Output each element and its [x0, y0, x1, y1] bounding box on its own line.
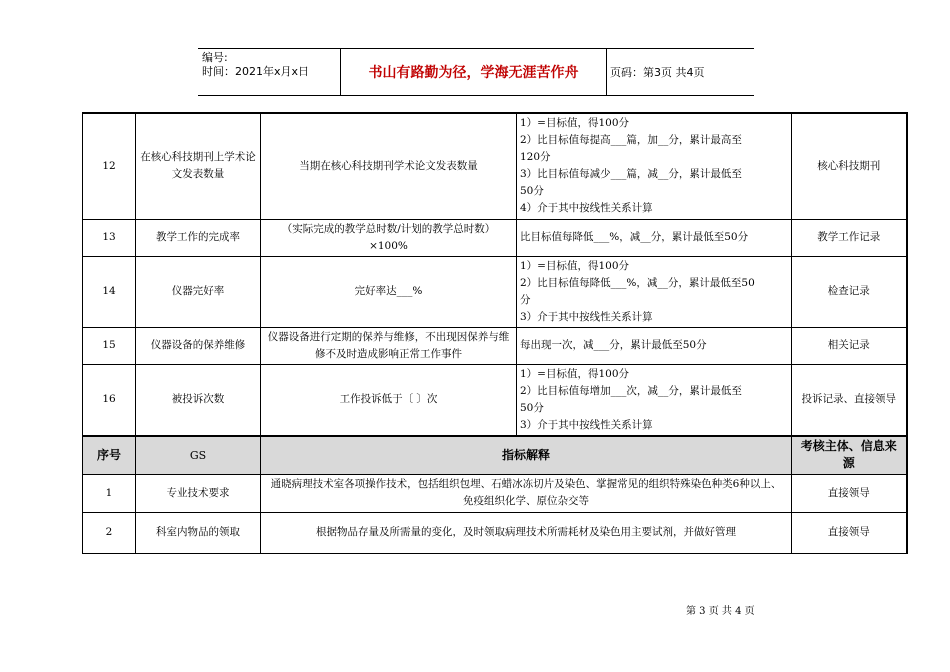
info-source: 直接领导	[792, 512, 907, 553]
rule-line: 1）=目标值，得100分	[520, 117, 630, 130]
indicator-definition: 完好率达___%	[261, 256, 517, 327]
rule-line: 3）比目标值每减少___篇，减__分，累计最低至	[520, 168, 742, 181]
table-row	[83, 113, 907, 219]
header-motto: 书山有路勤为径，学海无涯苦作舟	[368, 65, 579, 81]
rule-line: 分	[520, 293, 531, 306]
info-source: 投诉记录、直接领导	[792, 364, 907, 436]
info-source: 相关记录	[792, 327, 907, 364]
rule-line: 1）=目标值，得100分	[520, 259, 630, 272]
indicator-name: 仪器设备的保养维修	[136, 327, 261, 364]
scoring-rules	[517, 364, 792, 436]
time-label: 时间：2021年x月x日	[202, 65, 310, 78]
gs-header-row	[83, 436, 907, 474]
column-header-source: 考核主体、信息来源	[792, 436, 907, 474]
rule-line: 2）比目标值每提高___篇，加__分，累计最高至	[520, 134, 742, 147]
rule-line: 120分	[520, 151, 551, 164]
indicator-definition: （实际完成的教学总时数/计划的教学总时数）×100%	[261, 219, 517, 256]
rule-line: 2）比目标值每增加___次，减__分，累计最低至	[520, 384, 742, 397]
row-number: 16	[83, 364, 136, 436]
rule-line: 2）比目标值每降低___%，减__分，累计最低至50	[520, 276, 755, 289]
table-row	[83, 512, 907, 553]
indicator-name: 教学工作的完成率	[136, 219, 261, 256]
rule-line: 比目标值每降低___%，减__分，累计最低至50分	[520, 231, 749, 243]
table-row	[83, 327, 907, 364]
scoring-rules	[517, 256, 792, 327]
gs-name: 专业技术要求	[136, 474, 261, 512]
indicator-definition: 工作投诉低于〔 〕次	[261, 364, 517, 436]
row-number: 15	[83, 327, 136, 364]
row-number: 14	[83, 256, 136, 327]
info-source: 检查记录	[792, 256, 907, 327]
table-row	[83, 474, 907, 512]
rule-line: 50分	[520, 185, 544, 198]
indicator-definition: 仪器设备进行定期的保养与维修，不出现因保养与维修不及时造成影响正常工作事件	[261, 327, 517, 364]
info-source: 教学工作记录	[792, 219, 907, 256]
table-row	[83, 219, 907, 256]
page-label: 页码：第3页 共4页	[610, 66, 705, 79]
table-row	[83, 256, 907, 327]
gs-explanation: 通晓病理技术室各项操作技术，包括组织包埋、石蜡冰冻切片及染色、掌握常见的组织特殊染色种类6种以上、免疫组织化学、原位杂交等	[261, 474, 792, 512]
row-number: 12	[83, 113, 136, 219]
page-footer: 第 3 页 共 4 页	[686, 606, 755, 617]
gs-name: 科室内物品的领取	[136, 512, 261, 553]
indicator-name: 在核心科技期刊上学术论文发表数量	[136, 113, 261, 219]
column-header-explanation: 指标解释	[261, 436, 792, 474]
column-header-no: 序号	[83, 436, 136, 474]
info-source: 核心科技期刊	[792, 113, 907, 219]
kpi-table	[82, 112, 908, 554]
indicator-name: 仪器完好率	[136, 256, 261, 327]
header-divider	[606, 48, 607, 96]
rule-line: 3）介于其中按线性关系计算	[520, 418, 653, 431]
header-meta	[202, 51, 309, 79]
indicator-name: 被投诉次数	[136, 364, 261, 436]
rule-line: 4）介于其中按线性关系计算	[520, 202, 653, 215]
row-number: 1	[83, 474, 136, 512]
rule-line: 3）介于其中按线性关系计算	[520, 310, 653, 323]
column-header-gs: GS	[136, 436, 261, 474]
page-header	[198, 48, 754, 96]
rule-line: 50分	[520, 401, 544, 414]
row-number: 2	[83, 512, 136, 553]
table-row	[83, 364, 907, 436]
info-source: 直接领导	[792, 474, 907, 512]
scoring-rules	[517, 113, 792, 219]
number-label: 编号:	[202, 51, 228, 64]
indicator-definition: 当期在核心科技期刊学术论文发表数量	[261, 113, 517, 219]
gs-explanation: 根据物品存量及所需量的变化，及时领取病理技术所需耗材及染色用主要试剂，并做好管理	[261, 512, 792, 553]
row-number: 13	[83, 219, 136, 256]
rule-line: 每出现一次，减___分，累计最低至50分	[520, 339, 707, 351]
scoring-rules	[517, 219, 792, 256]
rule-line: 1）=目标值，得100分	[520, 367, 630, 380]
scoring-rules	[517, 327, 792, 364]
